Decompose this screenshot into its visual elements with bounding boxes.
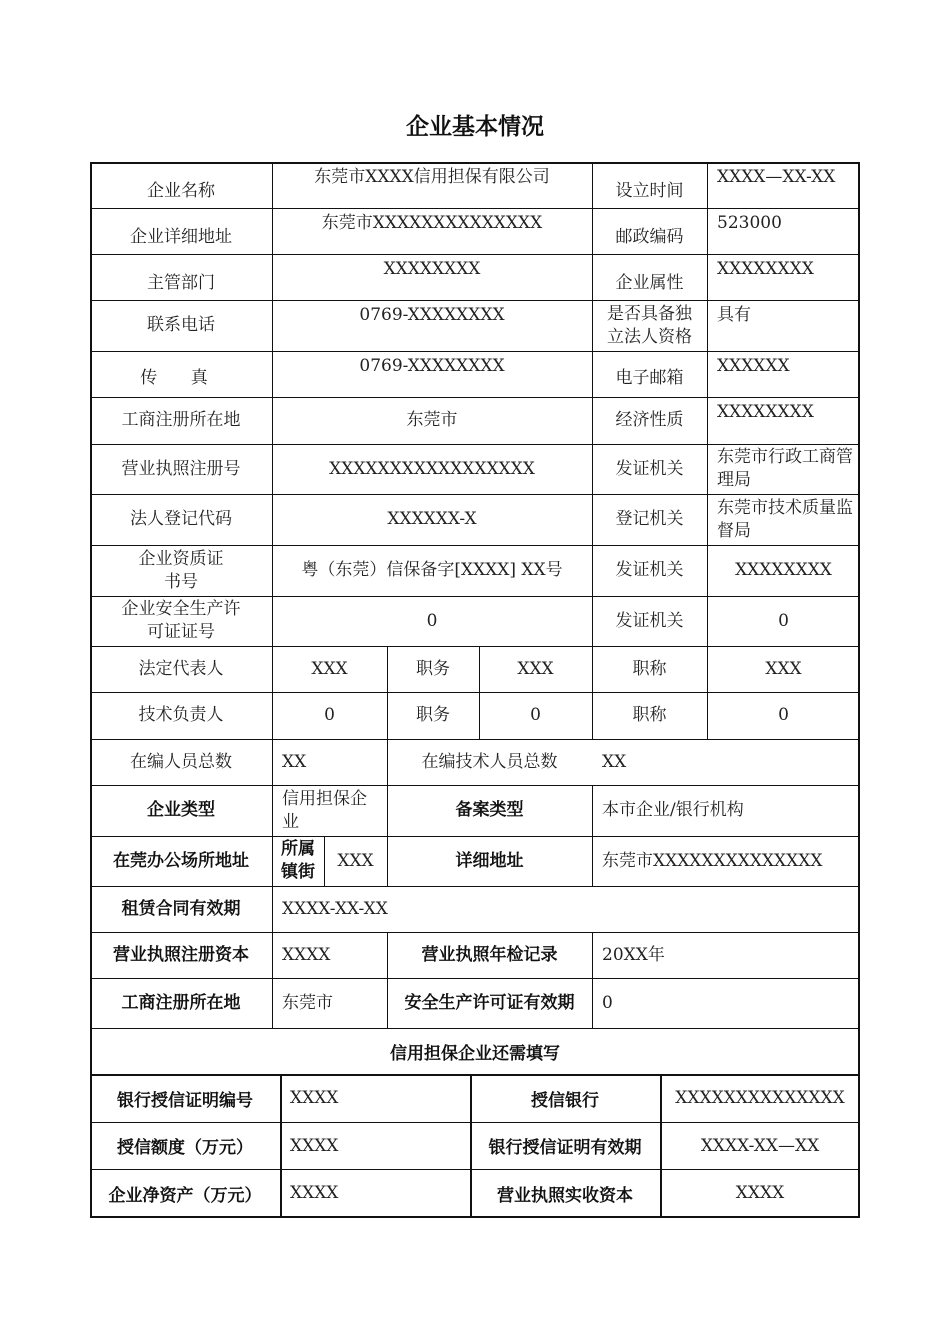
- credit-guarantee-section: [90, 1028, 860, 1218]
- tech-duty-value: 0: [530, 705, 541, 725]
- fax-value: 0769-XXXXXXXX: [359, 356, 505, 376]
- tech-duty-label: 职务: [416, 705, 450, 725]
- office-label: 在莞办公场所地址: [113, 850, 249, 871]
- net-assets-value: XXXX: [290, 1183, 339, 1203]
- inspect-label: 营业执照年检记录: [421, 944, 558, 965]
- inspect-value: 20XX年: [602, 944, 665, 965]
- fax-label: 传 真: [140, 367, 222, 388]
- amount-value: XXXX: [290, 1135, 339, 1156]
- founded-label: 设立时间: [615, 180, 684, 201]
- issuer2-value: XXXXXXXX: [735, 560, 832, 580]
- econ-label: 经济性质: [615, 410, 684, 430]
- tech-label: 技术负责人: [138, 705, 224, 725]
- address-value: 东莞市XXXXXXXXXXXXXX: [321, 213, 543, 233]
- detail-label: 详细地址: [455, 850, 524, 871]
- cert-no-label: 银行授信证明编号: [117, 1090, 253, 1111]
- issuer3-value: 0: [778, 610, 789, 631]
- reg-place2-label: 工商注册所在地: [121, 992, 241, 1013]
- amount-label: 授信额度（万元）: [117, 1138, 253, 1158]
- phone-label: 联系电话: [147, 315, 215, 335]
- rep-title-value: XXX: [765, 658, 802, 679]
- filing-value: 本市企业/银行机构: [602, 800, 744, 820]
- capital-value: XXXX: [282, 944, 331, 965]
- reg-org-value: 东莞市技术质量监督局: [717, 497, 853, 541]
- company-name-label: 企业名称: [147, 180, 215, 201]
- cert-no-value: XXXX: [290, 1088, 339, 1108]
- section-heading: 信用担保企业还需填写: [390, 1043, 560, 1064]
- founded-value: XXXX—XX-XX: [717, 167, 836, 187]
- paid-capital-value: XXXX: [735, 1183, 785, 1203]
- company-name-value: 东莞市XXXX信用担保有限公司: [314, 167, 550, 187]
- safety-label: 企业安全生产许可证证号: [121, 599, 241, 642]
- net-assets-label: 企业净资产（万元）: [108, 1185, 262, 1206]
- town-value: XXX: [337, 850, 374, 871]
- tech-title-value: 0: [778, 705, 789, 725]
- tech-title-label: 职称: [632, 705, 667, 725]
- issuer2-label: 发证机关: [615, 560, 684, 580]
- license-label: 营业执照注册号: [121, 458, 241, 479]
- lease-label: 租赁合同有效期: [121, 898, 241, 919]
- dept-label: 主管部门: [147, 272, 215, 293]
- town-label: 所属镇街: [281, 839, 315, 882]
- legal-person-question: 是否具备独立法人资格: [607, 303, 692, 347]
- safety-valid-value: 0: [602, 992, 613, 1013]
- bank-value: XXXXXXXXXXXXXX: [675, 1088, 845, 1108]
- filing-label: 备案类型: [455, 800, 524, 820]
- rep-duty-label: 职务: [416, 658, 450, 679]
- cert-valid-label: 银行授信证明有效期: [488, 1138, 642, 1158]
- reg-org-label: 登记机关: [615, 509, 684, 529]
- enterprise-info-table: [90, 162, 860, 1028]
- tech-staff-value: XX: [602, 751, 627, 772]
- staff-value: XX: [282, 751, 307, 772]
- license-value: XXXXXXXXXXXXXXXXX: [329, 458, 535, 479]
- qual-value: 粤（东莞）信保备字[XXXX] XX号: [301, 560, 563, 580]
- dept-value: XXXXXXXX: [383, 259, 481, 279]
- type-value: 信用担保企业: [282, 788, 367, 832]
- safety-valid-label: 安全生产许可证有效期: [404, 992, 575, 1013]
- detail-value: 东莞市XXXXXXXXXXXXXX: [602, 850, 823, 871]
- qual-label: 企业资质证书号: [138, 548, 224, 592]
- safety-value: 0: [426, 610, 438, 631]
- cert-valid-value: XXXX-XX—XX: [700, 1135, 820, 1156]
- type-label: 企业类型: [147, 800, 215, 820]
- reg-place2-value: 东莞市: [282, 992, 333, 1013]
- tech-staff-label: 在编技术人员总数: [421, 751, 558, 772]
- page-title: 企业基本情况: [406, 114, 544, 140]
- reg-place-label: 工商注册所在地: [121, 410, 241, 430]
- email-value: XXXXXX: [717, 356, 790, 376]
- postcode-value: 523000: [717, 213, 782, 233]
- rep-value: XXX: [311, 658, 348, 679]
- address-label: 企业详细地址: [130, 226, 232, 247]
- code-value: XXXXXX-X: [387, 509, 477, 529]
- bank-label: 授信银行: [531, 1090, 599, 1111]
- rep-duty-value: XXX: [517, 658, 554, 679]
- paid-capital-label: 营业执照实收资本: [497, 1185, 633, 1206]
- issuer1-label: 发证机关: [615, 458, 684, 479]
- reg-place-value: 东莞市: [406, 410, 458, 430]
- legal-person-value: 具有: [717, 305, 751, 325]
- capital-label: 营业执照注册资本: [113, 944, 249, 965]
- tech-value: 0: [324, 705, 335, 725]
- rep-label: 法定代表人: [138, 658, 224, 679]
- attr-value: XXXXXXXX: [717, 259, 814, 279]
- code-label: 法人登记代码: [130, 509, 232, 529]
- issuer3-label: 发证机关: [615, 610, 684, 631]
- issuer1-value: 东莞市行政工商管理局: [717, 447, 853, 490]
- postcode-label: 邮政编码: [615, 226, 684, 247]
- phone-value: 0769-XXXXXXXX: [359, 305, 505, 325]
- econ-value: XXXXXXXX: [717, 402, 814, 422]
- staff-label: 在编人员总数: [130, 751, 232, 772]
- rep-title-label: 职称: [632, 658, 667, 679]
- lease-value: XXXX-XX-XX: [282, 898, 388, 919]
- email-label: 电子邮箱: [615, 367, 684, 388]
- attr-label: 企业属性: [615, 272, 684, 293]
